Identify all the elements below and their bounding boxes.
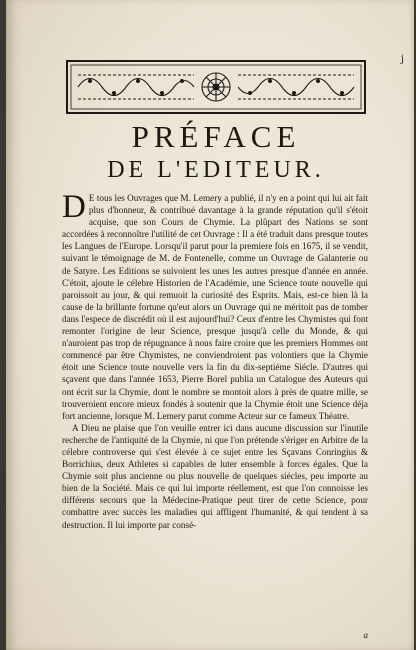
book-page: [6, 0, 414, 650]
title-preface: PRÉFACE: [131, 119, 301, 154]
body-text: [62, 189, 368, 531]
decorative-headpiece: [66, 60, 366, 114]
signature-mark: a: [363, 630, 368, 640]
paragraph-2: A Dieu ne plaise que l'on veuille entrer ici dans aucune discussion sur l'inutile recherche de l'antiquité de la Chymie, ni que l'on prétende s'ériger en Arbitre de la célebre controverse qui s'est élevée à ce sujet entre les Sçavans Conringius & Borrichius, deux Athletes si capables de luter ensemble à forces égales. Que la Chymie soit plus ancienne ou plus nouvelle de quelques siécles, peu importe au bien de la Société. Mais ce qui lui importe réellement, est que l'on connoisse les différens secours que la Médecine-Pratique peut tirer de cette Science, pour combattre avec succès les maladies qui affligent l'humanité, & qui tendent à sa destruction. Il lui importe par consé-: [62, 422, 368, 530]
drop-cap: D: [62, 189, 86, 225]
title-editor: DE L'EDITEUR.: [107, 157, 325, 183]
paragraph-1-text: E tous les Ouvrages que M. Lemery a publié, il n'y en a point qui lui ait fait plus d'honneur, & contribué davantage à la grande réputation qu'il s'étoit acquise, que son Cours de Chymie. La plûpart des Nations se sont accordées à reconnoître l'utilité de cet Ouvrage : Il a été traduit dans presque toutes les Langues de l'Europe. Lorsqu'il parut pour la premiere fois en 1675, il se vendit, suivant le témoignage de M. de Fontenelle, comme un Ouvrage de Galanterie ou de Satyre. Les Editions se suivoient les unes les autres presque d'année en année. C'étoit, ajoute le célebre Historien de l'Académie, une Science toute nouvelle qui paroissoit au jour, & qui remuoit la curiosité des Esprits. Mais, est-ce bien là la cause de la brillante fortune qu'eut alors un Ouvrage qui ne méritoit pas de tomber dans l'espece de discrédit où il est aujourd'hui? Ceux d'entre les Chymistes qui font remonter l'origine de leur Science, presque jusqu'à celle du Monde, & qui n'auroient pas trop de répugnance à nous faire croire que les premiers Hommes ont commencé par être Chymistes, ne conviendroient pas volontiers que la Chymie étoit une Science toute nouvelle vers la fin du dix-septiéme Siécle. D'autres qui sçavent que dans l'année 1653, Pierre Borel publia un Catalogue des Auteurs qui ont écrit sur la Chymie, dont le nombre se montoit alors à près de quatre mille, se trouveroient encore mieux fondés à soutenir que la Chymie étoit une Science déja fort ancienne, lorsque M. Lemery parut comme Acteur sur ce fameux Théatre.: [62, 193, 368, 421]
paragraph-1: [62, 189, 368, 422]
page-number: j: [400, 54, 404, 65]
